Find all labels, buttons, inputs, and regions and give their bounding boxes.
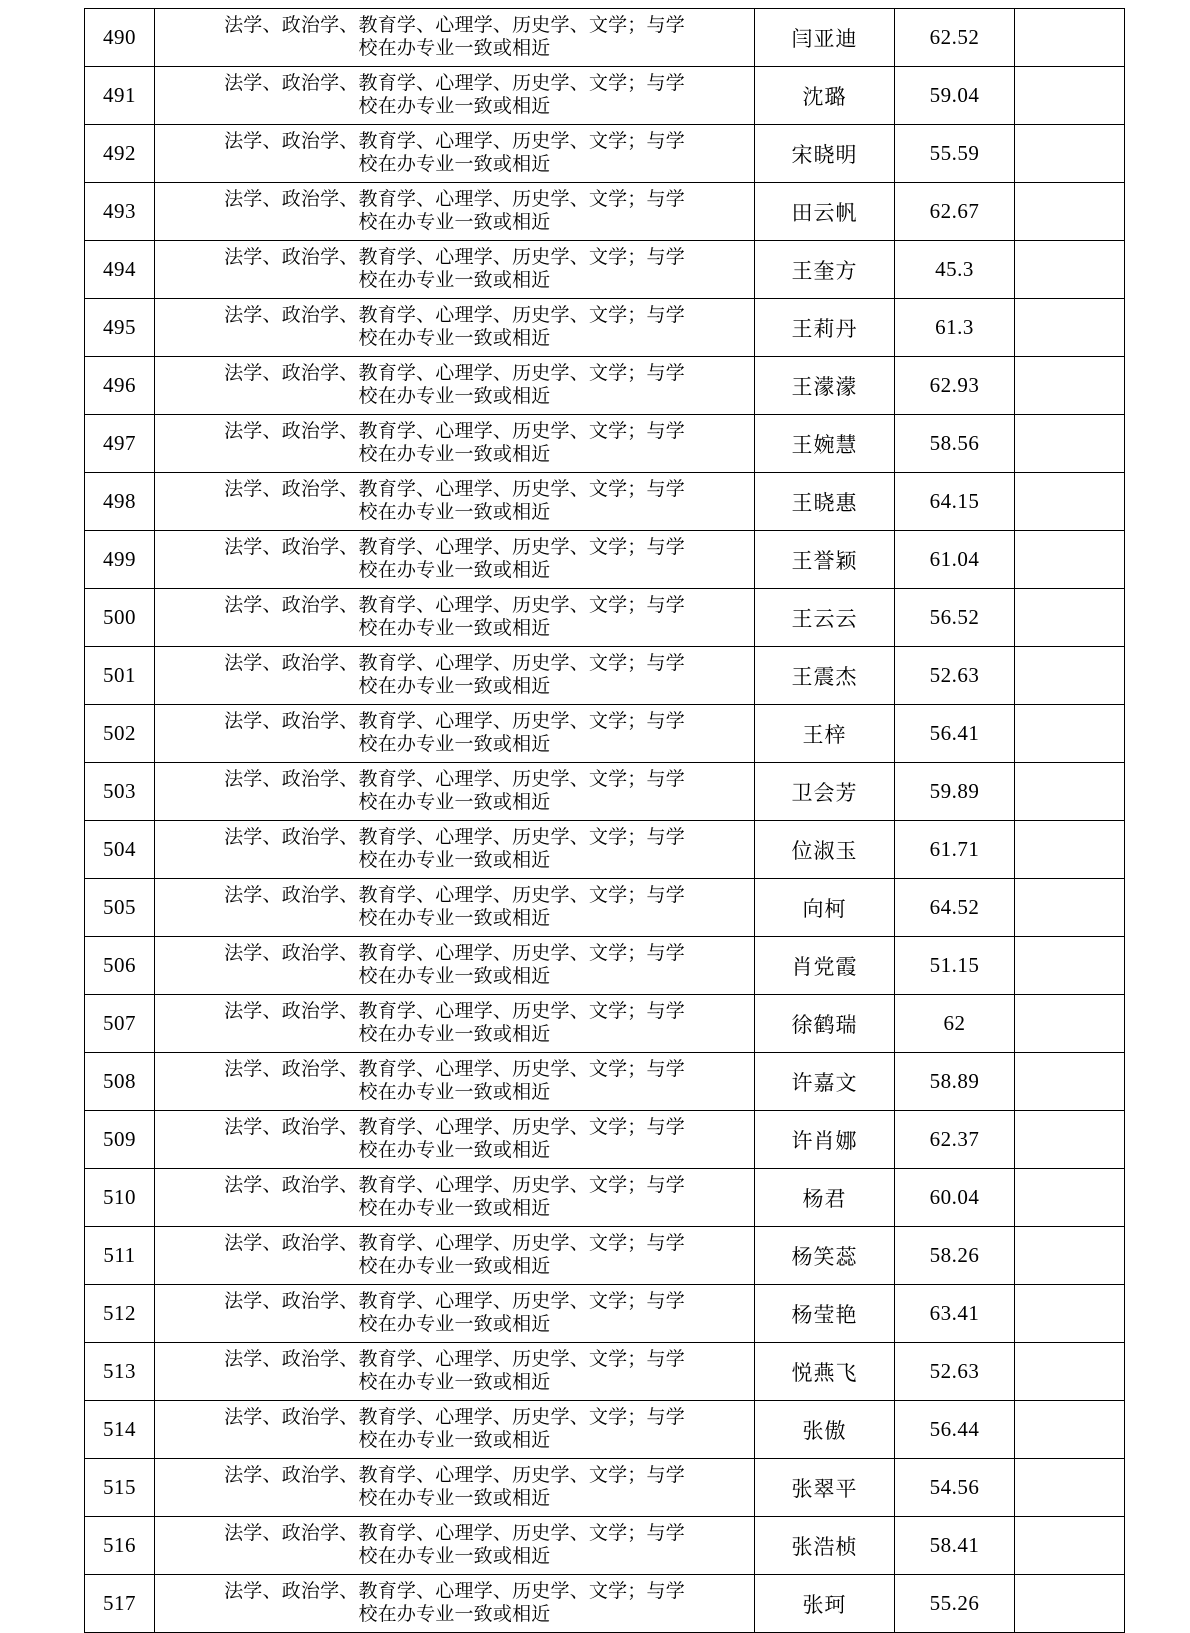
row-index: 501 [85,647,155,705]
row-major [155,937,755,995]
row-remark [1015,647,1125,705]
row-index: 509 [85,1111,155,1169]
row-major [155,1111,755,1169]
table-row [85,1459,1125,1517]
row-remark [1015,473,1125,531]
row-major [155,647,755,705]
major-line-1: 法学、政治学、教育学、心理学、历史学、文学；与学 [224,1523,685,1545]
row-major [155,473,755,531]
table-row [85,9,1125,67]
row-remark [1015,1575,1125,1633]
row-score: 51.15 [895,937,1015,995]
row-index: 496 [85,357,155,415]
row-score: 59.89 [895,763,1015,821]
table-row [85,183,1125,241]
row-index: 491 [85,67,155,125]
major-line-1: 法学、政治学、教育学、心理学、历史学、文学；与学 [224,1117,685,1139]
table-row [85,299,1125,357]
row-major [155,1343,755,1401]
row-remark [1015,879,1125,937]
row-name: 王奎方 [755,241,895,299]
row-score: 55.59 [895,125,1015,183]
table-row [85,763,1125,821]
applicant-score-table [84,8,1125,1633]
row-name: 肖党霞 [755,937,895,995]
row-major [155,879,755,937]
major-line-1: 法学、政治学、教育学、心理学、历史学、文学；与学 [224,1233,685,1255]
row-remark [1015,1517,1125,1575]
major-line-2: 校在办专业一致或相近 [358,327,551,349]
row-score: 52.63 [895,647,1015,705]
major-line-1: 法学、政治学、教育学、心理学、历史学、文学；与学 [224,1001,685,1023]
row-major [155,1285,755,1343]
row-index: 490 [85,9,155,67]
row-remark [1015,357,1125,415]
row-major [155,9,755,67]
row-score: 56.44 [895,1401,1015,1459]
major-line-2: 校在办专业一致或相近 [358,1603,551,1625]
row-score: 60.04 [895,1169,1015,1227]
row-name: 许肖娜 [755,1111,895,1169]
row-name: 杨莹艳 [755,1285,895,1343]
major-line-1: 法学、政治学、教育学、心理学、历史学、文学；与学 [224,885,685,907]
major-line-2: 校在办专业一致或相近 [358,211,551,233]
table-row [85,125,1125,183]
row-name: 王莉丹 [755,299,895,357]
row-remark [1015,1053,1125,1111]
table-row [85,1169,1125,1227]
table-row [85,705,1125,763]
major-line-2: 校在办专业一致或相近 [358,1197,551,1219]
row-name: 张翠平 [755,1459,895,1517]
row-score: 63.41 [895,1285,1015,1343]
major-line-1: 法学、政治学、教育学、心理学、历史学、文学；与学 [224,943,685,965]
row-remark [1015,299,1125,357]
row-index: 517 [85,1575,155,1633]
major-line-1: 法学、政治学、教育学、心理学、历史学、文学；与学 [224,1291,685,1313]
row-index: 513 [85,1343,155,1401]
row-index: 498 [85,473,155,531]
row-name: 向柯 [755,879,895,937]
row-major [155,125,755,183]
row-score: 58.26 [895,1227,1015,1285]
row-remark [1015,589,1125,647]
major-line-2: 校在办专业一致或相近 [358,269,551,291]
row-index: 508 [85,1053,155,1111]
major-line-1: 法学、政治学、教育学、心理学、历史学、文学；与学 [224,1407,685,1429]
major-line-2: 校在办专业一致或相近 [358,95,551,117]
table-row [85,589,1125,647]
major-line-2: 校在办专业一致或相近 [358,37,551,59]
table-row [85,1401,1125,1459]
row-major [155,1459,755,1517]
row-remark [1015,995,1125,1053]
row-name: 悦燕飞 [755,1343,895,1401]
row-name: 王梓 [755,705,895,763]
row-index: 495 [85,299,155,357]
row-remark [1015,241,1125,299]
row-index: 516 [85,1517,155,1575]
row-name: 王震杰 [755,647,895,705]
row-remark [1015,763,1125,821]
row-major [155,1169,755,1227]
major-line-2: 校在办专业一致或相近 [358,501,551,523]
row-name: 王誉颖 [755,531,895,589]
row-index: 492 [85,125,155,183]
row-score: 56.41 [895,705,1015,763]
row-index: 497 [85,415,155,473]
row-score: 61.3 [895,299,1015,357]
row-major [155,995,755,1053]
table-row [85,1285,1125,1343]
row-remark [1015,9,1125,67]
row-index: 514 [85,1401,155,1459]
row-name: 许嘉文 [755,1053,895,1111]
major-line-2: 校在办专业一致或相近 [358,1313,551,1335]
major-line-1: 法学、政治学、教育学、心理学、历史学、文学；与学 [224,305,685,327]
row-major [155,531,755,589]
major-line-2: 校在办专业一致或相近 [358,907,551,929]
row-score: 64.15 [895,473,1015,531]
major-line-1: 法学、政治学、教育学、心理学、历史学、文学；与学 [224,769,685,791]
row-remark [1015,705,1125,763]
row-major [155,705,755,763]
row-score: 61.04 [895,531,1015,589]
row-index: 493 [85,183,155,241]
row-remark [1015,67,1125,125]
table-row [85,241,1125,299]
table-row [85,1053,1125,1111]
row-remark [1015,125,1125,183]
row-score: 62.52 [895,9,1015,67]
major-line-1: 法学、政治学、教育学、心理学、历史学、文学；与学 [224,73,685,95]
row-name: 位淑玉 [755,821,895,879]
row-score: 56.52 [895,589,1015,647]
row-score: 64.52 [895,879,1015,937]
table-row [85,1575,1125,1633]
table-row [85,357,1125,415]
row-major [155,1227,755,1285]
row-major [155,821,755,879]
row-major [155,1053,755,1111]
row-name: 卫会芳 [755,763,895,821]
major-line-1: 法学、政治学、教育学、心理学、历史学、文学；与学 [224,1175,685,1197]
row-index: 494 [85,241,155,299]
row-name: 徐鹤瑞 [755,995,895,1053]
row-index: 505 [85,879,155,937]
major-line-2: 校在办专业一致或相近 [358,617,551,639]
row-major [155,1517,755,1575]
major-line-1: 法学、政治学、教育学、心理学、历史学、文学；与学 [224,595,685,617]
row-name: 张傲 [755,1401,895,1459]
table-row [85,879,1125,937]
table-row [85,1517,1125,1575]
row-index: 499 [85,531,155,589]
row-name: 王晓惠 [755,473,895,531]
major-line-1: 法学、政治学、教育学、心理学、历史学、文学；与学 [224,1349,685,1371]
row-index: 512 [85,1285,155,1343]
major-line-1: 法学、政治学、教育学、心理学、历史学、文学；与学 [224,1465,685,1487]
major-line-2: 校在办专业一致或相近 [358,1371,551,1393]
row-score: 58.56 [895,415,1015,473]
row-major [155,589,755,647]
row-major [155,183,755,241]
row-major [155,241,755,299]
row-name: 王婉慧 [755,415,895,473]
row-remark [1015,1169,1125,1227]
major-line-2: 校在办专业一致或相近 [358,153,551,175]
major-line-1: 法学、政治学、教育学、心理学、历史学、文学；与学 [224,189,685,211]
row-name: 沈璐 [755,67,895,125]
row-score: 61.71 [895,821,1015,879]
major-line-1: 法学、政治学、教育学、心理学、历史学、文学；与学 [224,363,685,385]
table-row [85,821,1125,879]
row-index: 506 [85,937,155,995]
major-line-1: 法学、政治学、教育学、心理学、历史学、文学；与学 [224,653,685,675]
major-line-1: 法学、政治学、教育学、心理学、历史学、文学；与学 [224,131,685,153]
major-line-2: 校在办专业一致或相近 [358,675,551,697]
table-row [85,937,1125,995]
table-row [85,647,1125,705]
row-index: 502 [85,705,155,763]
major-line-1: 法学、政治学、教育学、心理学、历史学、文学；与学 [224,537,685,559]
row-major [155,67,755,125]
row-major [155,357,755,415]
major-line-1: 法学、政治学、教育学、心理学、历史学、文学；与学 [224,1581,685,1603]
major-line-2: 校在办专业一致或相近 [358,559,551,581]
major-line-1: 法学、政治学、教育学、心理学、历史学、文学；与学 [224,421,685,443]
table-row [85,1227,1125,1285]
row-name: 张浩桢 [755,1517,895,1575]
major-line-2: 校在办专业一致或相近 [358,1139,551,1161]
row-remark [1015,1343,1125,1401]
row-index: 503 [85,763,155,821]
major-line-2: 校在办专业一致或相近 [358,849,551,871]
row-remark [1015,1401,1125,1459]
row-major [155,299,755,357]
major-line-2: 校在办专业一致或相近 [358,385,551,407]
table-row [85,1111,1125,1169]
row-index: 510 [85,1169,155,1227]
row-score: 62.67 [895,183,1015,241]
row-name: 闫亚迪 [755,9,895,67]
row-index: 500 [85,589,155,647]
row-remark [1015,821,1125,879]
major-line-2: 校在办专业一致或相近 [358,1545,551,1567]
row-index: 515 [85,1459,155,1517]
row-name: 宋晓明 [755,125,895,183]
major-line-1: 法学、政治学、教育学、心理学、历史学、文学；与学 [224,1059,685,1081]
row-major [155,1401,755,1459]
row-score: 62.37 [895,1111,1015,1169]
row-remark [1015,531,1125,589]
row-remark [1015,1111,1125,1169]
major-line-2: 校在办专业一致或相近 [358,965,551,987]
row-major [155,763,755,821]
row-score: 62.93 [895,357,1015,415]
major-line-1: 法学、政治学、教育学、心理学、历史学、文学；与学 [224,827,685,849]
major-line-2: 校在办专业一致或相近 [358,1081,551,1103]
major-line-2: 校在办专业一致或相近 [358,1429,551,1451]
table-row [85,531,1125,589]
row-remark [1015,1227,1125,1285]
major-line-2: 校在办专业一致或相近 [358,443,551,465]
row-score: 58.89 [895,1053,1015,1111]
row-remark [1015,937,1125,995]
row-index: 507 [85,995,155,1053]
row-name: 杨君 [755,1169,895,1227]
row-remark [1015,183,1125,241]
row-score: 58.41 [895,1517,1015,1575]
row-score: 54.56 [895,1459,1015,1517]
table-row [85,473,1125,531]
major-line-1: 法学、政治学、教育学、心理学、历史学、文学；与学 [224,711,685,733]
table-row [85,1343,1125,1401]
row-score: 55.26 [895,1575,1015,1633]
row-score: 59.04 [895,67,1015,125]
table-row [85,995,1125,1053]
row-major [155,415,755,473]
row-name: 田云帆 [755,183,895,241]
row-name: 王云云 [755,589,895,647]
row-index: 511 [85,1227,155,1285]
major-line-2: 校在办专业一致或相近 [358,1023,551,1045]
row-name: 杨笑蕊 [755,1227,895,1285]
table-row [85,415,1125,473]
major-line-2: 校在办专业一致或相近 [358,1255,551,1277]
major-line-2: 校在办专业一致或相近 [358,733,551,755]
row-remark [1015,1285,1125,1343]
row-name: 张珂 [755,1575,895,1633]
major-line-2: 校在办专业一致或相近 [358,1487,551,1509]
row-remark [1015,415,1125,473]
row-score: 45.3 [895,241,1015,299]
major-line-2: 校在办专业一致或相近 [358,791,551,813]
row-score: 52.63 [895,1343,1015,1401]
major-line-1: 法学、政治学、教育学、心理学、历史学、文学；与学 [224,247,685,269]
row-name: 王濛濛 [755,357,895,415]
row-major [155,1575,755,1633]
row-remark [1015,1459,1125,1517]
table-row [85,67,1125,125]
table-body [85,9,1125,1633]
row-score: 62 [895,995,1015,1053]
major-line-1: 法学、政治学、教育学、心理学、历史学、文学；与学 [224,15,685,37]
row-index: 504 [85,821,155,879]
major-line-1: 法学、政治学、教育学、心理学、历史学、文学；与学 [224,479,685,501]
